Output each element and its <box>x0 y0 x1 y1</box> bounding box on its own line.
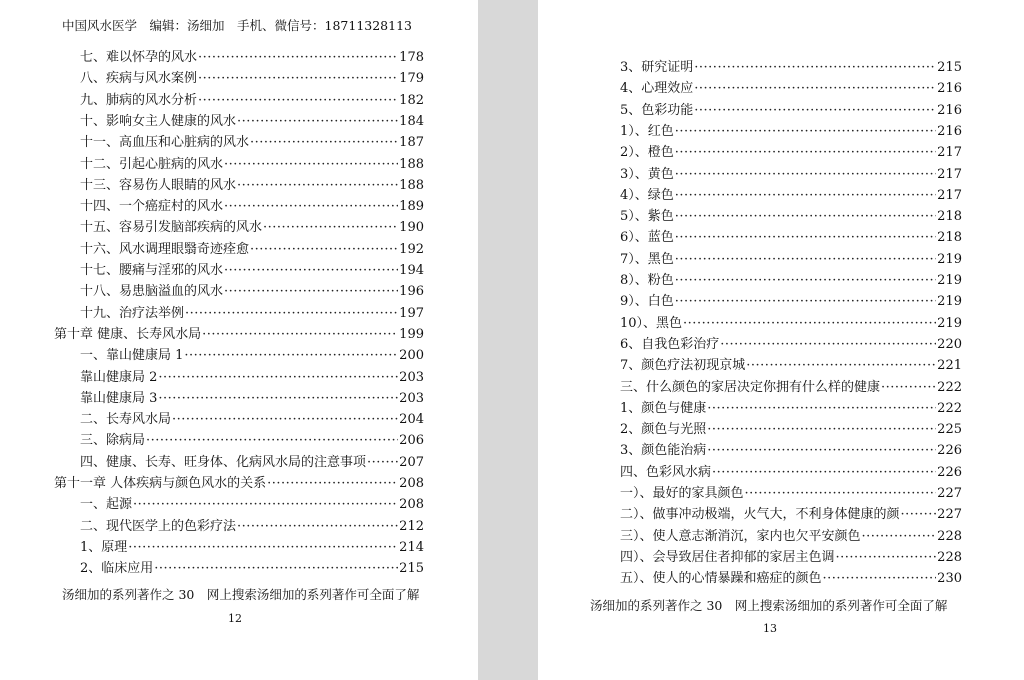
toc-entry-title: 4、心理效应 <box>620 81 694 97</box>
toc-entry-page: 206 <box>399 433 424 449</box>
toc-entry-title: 三、除病局 <box>80 433 146 449</box>
toc-entry-page: 204 <box>399 412 424 428</box>
toc-leader-dots <box>746 356 936 376</box>
toc-entry-page: 219 <box>937 273 962 288</box>
toc-entry-title: 十九、治疗法举例 <box>80 305 185 321</box>
toc-entry-page: 187 <box>399 135 424 151</box>
toc-entry-page: 196 <box>399 284 424 300</box>
toc-entry-page: 188 <box>399 177 424 193</box>
toc-entry <box>620 484 962 504</box>
toc-entry <box>620 122 962 142</box>
toc-entry <box>620 101 962 121</box>
toc-entry-title: 十七、腰痛与淫邪的风水 <box>80 263 224 278</box>
toc-leader-dots <box>707 399 936 419</box>
toc-entry-title: 五）、使人的心情暴躁和癌症的颜色 <box>620 571 822 587</box>
toc-leader-dots <box>712 463 936 483</box>
toc-entry-title: 二、长寿风水局 <box>80 412 172 428</box>
toc-entry-title: 靠山健康局 2 <box>80 369 158 385</box>
toc-entry-page: 203 <box>399 390 424 406</box>
toc-entry-page: 216 <box>937 81 962 97</box>
toc-entry <box>620 463 962 483</box>
toc-entry-page: 197 <box>399 305 424 321</box>
toc-entry <box>620 527 962 547</box>
toc-entry-title: 十、影响女主人健康的风水 <box>80 113 237 129</box>
toc-leader-dots <box>198 48 398 68</box>
toc-entry <box>620 165 962 185</box>
toc-entry-page: 228 <box>937 528 962 544</box>
toc-entry <box>80 346 424 366</box>
toc-entry-title: 5、色彩功能 <box>620 102 694 118</box>
toc-entry-page: 226 <box>937 443 962 459</box>
toc-entry-title: 十六、风水调理眼翳奇迹痊愈 <box>80 241 250 257</box>
toc-entry <box>80 559 424 579</box>
toc-leader-dots <box>250 240 398 260</box>
toc-entry <box>620 420 962 440</box>
toc-entry-page: 182 <box>399 92 424 108</box>
page-footer: 汤细加的系列著作之 30 网上搜索汤细加的系列著作可全面了解 <box>62 587 420 602</box>
toc-entry-page: 215 <box>937 60 962 75</box>
toc-entry-page: 226 <box>937 464 962 480</box>
toc-entry <box>620 207 962 227</box>
toc-entry-title: 十三、容易伤人眼睛的风水 <box>80 177 237 193</box>
toc-leader-dots <box>128 538 398 558</box>
toc-entry <box>80 453 424 473</box>
toc-entry <box>620 505 962 525</box>
toc-entry-title: 9）、白色 <box>620 294 674 310</box>
toc-leader-dots <box>675 228 936 248</box>
toc-entry-page: 217 <box>937 145 962 161</box>
toc-entry-page: 218 <box>937 230 962 246</box>
toc-entry-page: 219 <box>937 315 962 331</box>
toc-entry <box>620 292 962 312</box>
toc-entry-title: 三、什么颜色的家居决定你拥有什么样的健康 <box>620 379 881 395</box>
toc-entry <box>80 261 424 281</box>
toc-entry-page: 199 <box>399 326 424 342</box>
toc-entry-title: 十一、高血压和心脏病的风水 <box>80 135 250 151</box>
toc-entry-title: 四）、会导致居住者抑郁的家居主色调 <box>620 549 835 565</box>
toc-leader-dots <box>675 207 936 227</box>
toc-leader-dots <box>836 548 937 568</box>
toc-entry <box>620 186 962 206</box>
toc-entry-title: 九、肺病的风水分析 <box>80 92 198 108</box>
toc-leader-dots <box>202 325 398 345</box>
toc-entry-page: 216 <box>937 123 962 139</box>
toc-entry-page: 212 <box>399 518 424 534</box>
toc-entry <box>620 548 962 568</box>
toc-leader-dots <box>823 569 937 589</box>
toc-entry <box>620 314 962 334</box>
page-number: 13 <box>763 622 777 635</box>
toc-leader-dots <box>881 378 936 398</box>
toc-entry <box>80 538 424 558</box>
page-footer: 汤细加的系列著作之 30 网上搜索汤细加的系列著作可全面了解 <box>590 598 948 613</box>
toc-entry <box>80 112 424 132</box>
toc-entry-page: 220 <box>937 336 962 352</box>
toc-entry <box>620 79 962 99</box>
toc-leader-dots <box>158 368 398 388</box>
toc-entry-title: 十二、引起心脏病的风水 <box>80 156 224 172</box>
toc-entry <box>80 368 424 388</box>
toc-entry-title: 十四、一个癌症村的风水 <box>80 199 224 215</box>
toc-leader-dots <box>675 143 936 163</box>
toc-entry-title: 1、颜色与健康 <box>620 400 707 416</box>
toc-entry-title: 1）、红色 <box>620 123 674 139</box>
toc-entry <box>80 48 424 68</box>
right-page <box>538 0 1024 680</box>
toc-entry-page: 178 <box>399 50 424 65</box>
toc-leader-dots <box>158 389 398 409</box>
toc-entry-page: 215 <box>399 561 424 577</box>
toc-entry <box>80 91 424 111</box>
left-page <box>0 0 478 680</box>
toc-entry <box>620 569 962 589</box>
toc-leader-dots <box>185 304 398 324</box>
toc-entry-page: 218 <box>937 209 962 225</box>
toc-entry-title: 第十章 健康、长寿风水局 <box>54 326 202 342</box>
toc-entry-page: 227 <box>937 507 962 523</box>
toc-entry-page: 230 <box>937 571 962 587</box>
toc-leader-dots <box>133 495 398 515</box>
toc-entry-page: 188 <box>399 156 424 172</box>
toc-entry-title: 3、研究证明 <box>620 60 694 75</box>
toc-entry <box>620 250 962 270</box>
toc-leader-dots <box>745 484 937 504</box>
toc-leader-dots <box>237 176 398 196</box>
toc-leader-dots <box>224 155 398 175</box>
toc-leader-dots <box>172 410 398 430</box>
toc-entry <box>80 304 424 324</box>
toc-entry-page: 189 <box>399 199 424 215</box>
toc-leader-dots <box>237 112 398 132</box>
toc-leader-dots <box>694 58 936 78</box>
toc-entry-title: 3）、黄色 <box>620 166 674 182</box>
toc-entry-page: 216 <box>937 102 962 118</box>
toc-entry <box>80 69 424 89</box>
toc-entry-page: 222 <box>937 400 962 416</box>
toc-entry-title: 8）、粉色 <box>620 273 674 288</box>
toc-entry <box>80 197 424 217</box>
toc-leader-dots <box>694 101 936 121</box>
toc-entry <box>620 271 962 291</box>
toc-leader-dots <box>198 69 398 89</box>
toc-entry-title: 三）、使人意志渐消沉，家内也欠平安颜色 <box>620 528 861 544</box>
toc-entry-title: 2、颜色与光照 <box>620 422 707 438</box>
toc-entry <box>80 431 424 451</box>
toc-entry <box>80 282 424 302</box>
toc-entry-title: 四、色彩风水病 <box>620 464 712 480</box>
toc-entry-title: 2、临床应用 <box>80 561 154 577</box>
toc-entry <box>80 133 424 153</box>
toc-leader-dots <box>675 165 936 185</box>
toc-leader-dots <box>683 314 936 334</box>
toc-entry <box>80 218 424 238</box>
toc-entry-title: 5）、紫色 <box>620 209 674 225</box>
toc-entry <box>80 410 424 430</box>
toc-entry-page: 200 <box>399 348 424 364</box>
toc-entry-title: 6、自我色彩治疗 <box>620 336 720 352</box>
toc-entry-page: 208 <box>399 497 424 513</box>
toc-entry-page: 221 <box>937 358 962 374</box>
toc-entry-page: 219 <box>937 251 962 267</box>
toc-entry-page: 194 <box>399 263 424 278</box>
toc-entry-title: 3、颜色能治病 <box>620 443 707 459</box>
toc-entry <box>80 240 424 260</box>
toc-entry-title: 十八、易患脑溢血的风水 <box>80 284 224 300</box>
toc-entry-title: 10）、黑色 <box>620 315 683 331</box>
toc-entry-title: 一）、最好的家具颜色 <box>620 486 744 501</box>
toc-entry-page: 225 <box>937 422 962 438</box>
toc-entry <box>620 143 962 163</box>
toc-leader-dots <box>267 474 398 494</box>
toc-leader-dots <box>154 559 398 579</box>
toc-leader-dots <box>901 505 937 525</box>
toc-entry-page: 190 <box>399 220 424 236</box>
toc-entry-page: 184 <box>399 113 424 129</box>
toc-entry-title: 二、现代医学上的色彩疗法 <box>80 518 237 534</box>
toc-entry-page: 192 <box>399 241 424 257</box>
toc-leader-dots <box>146 431 398 451</box>
toc-entry-page: 219 <box>937 294 962 310</box>
toc-entry <box>80 495 424 515</box>
toc-entry <box>54 474 424 494</box>
toc-entry-title: 一、起源 <box>80 497 133 513</box>
toc-leader-dots <box>675 122 936 142</box>
toc-leader-dots <box>250 133 398 153</box>
toc-leader-dots <box>707 420 936 440</box>
toc-entry-page: 227 <box>937 486 962 501</box>
toc-leader-dots <box>184 346 398 366</box>
toc-entry <box>620 228 962 248</box>
toc-entry-page: 217 <box>937 187 962 203</box>
toc-entry <box>80 517 424 537</box>
toc-entry-title: 4）、绿色 <box>620 187 674 203</box>
page-header: 中国风水医学 编辑：汤细加 手机、微信号：18711328113 <box>62 18 412 33</box>
toc-entry-page: 207 <box>399 454 424 470</box>
toc-entry-page: 208 <box>399 476 424 491</box>
toc-entry-title: 第十一章 人体疾病与颜色风水的关系 <box>54 476 267 491</box>
toc-entry <box>620 441 962 461</box>
toc-entry-title: 二）、做事冲动极端，火气大，不利身体健康的颜 <box>620 507 900 523</box>
toc-leader-dots <box>720 335 936 355</box>
toc-entry <box>620 399 962 419</box>
toc-entry-title: 6）、蓝色 <box>620 230 674 246</box>
page-number: 12 <box>228 612 242 625</box>
toc-entry-title: 1、原理 <box>80 539 128 555</box>
toc-leader-dots <box>694 79 936 99</box>
toc-entry-page: 228 <box>937 549 962 565</box>
toc-leader-dots <box>367 453 398 473</box>
toc-entry <box>620 58 962 78</box>
toc-entry-title: 7、颜色疗法初现京城 <box>620 358 746 374</box>
toc-entry-page: 217 <box>937 166 962 182</box>
toc-leader-dots <box>707 441 936 461</box>
toc-leader-dots <box>237 517 398 537</box>
toc-entry <box>80 389 424 409</box>
toc-leader-dots <box>198 91 398 111</box>
toc-leader-dots <box>675 271 936 291</box>
toc-entry-page: 179 <box>399 71 424 87</box>
toc-entry-title: 四、健康、长寿、旺身体、化病风水局的注意事项 <box>80 454 367 470</box>
toc-entry-title: 一、靠山健康局 1 <box>80 348 184 364</box>
toc-leader-dots <box>224 261 398 281</box>
toc-leader-dots <box>224 197 398 217</box>
toc-leader-dots <box>675 292 936 312</box>
toc-leader-dots <box>675 250 936 270</box>
toc-entry-page: 203 <box>399 369 424 385</box>
toc-entry <box>620 335 962 355</box>
toc-entry-title: 八、疾病与风水案例 <box>80 71 198 87</box>
toc-entry-title: 2）、橙色 <box>620 145 674 161</box>
toc-entry <box>620 356 962 376</box>
toc-entry-title: 七、难以怀孕的风水 <box>80 50 198 65</box>
toc-entry <box>54 325 424 345</box>
toc-leader-dots <box>862 527 937 547</box>
toc-leader-dots <box>675 186 936 206</box>
toc-entry <box>80 155 424 175</box>
toc-entry-title: 靠山健康局 3 <box>80 390 158 406</box>
toc-leader-dots <box>224 282 398 302</box>
toc-entry <box>620 378 962 398</box>
toc-entry-page: 222 <box>937 379 962 395</box>
toc-entry <box>80 176 424 196</box>
toc-entry-title: 7）、黑色 <box>620 251 674 267</box>
toc-entry-title: 十五、容易引发脑部疾病的风水 <box>80 220 263 236</box>
toc-entry-page: 214 <box>399 539 424 555</box>
toc-leader-dots <box>263 218 398 238</box>
